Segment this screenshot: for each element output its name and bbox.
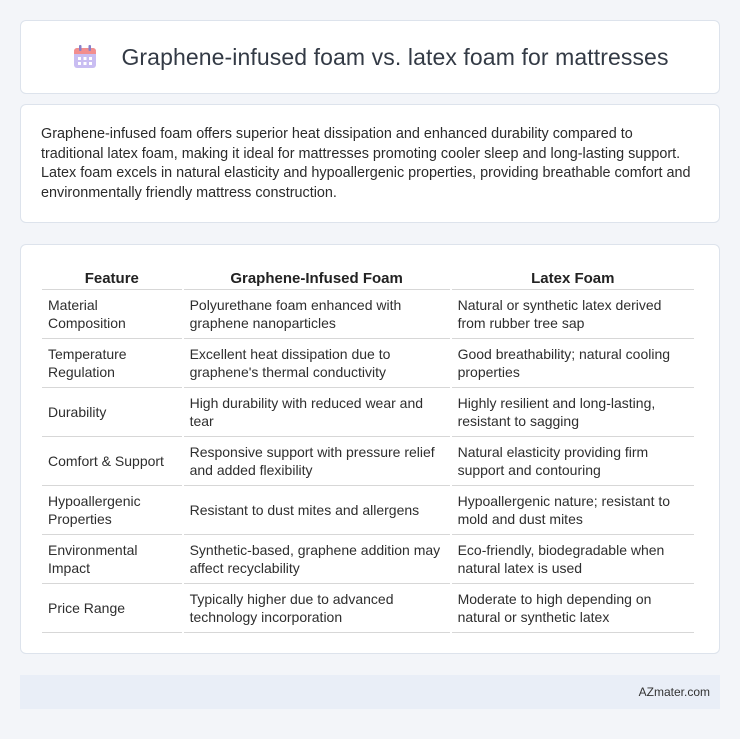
row-feature: Material Composition (42, 290, 182, 339)
page-title: Graphene-infused foam vs. latex foam for mattresses (121, 43, 669, 70)
header-feature: Feature (42, 265, 182, 290)
row-graphene: Typically higher due to advanced technology incorporation (184, 584, 450, 633)
row-feature: Durability (42, 388, 182, 437)
header-latex: Latex Foam (452, 265, 694, 290)
title-card (20, 20, 720, 94)
row-graphene: Synthetic-based, graphene addition may affect recyclability (184, 535, 450, 584)
comparison-table (40, 265, 696, 633)
row-graphene: Resistant to dust mites and allergens (184, 486, 450, 535)
calendar-icon (71, 43, 99, 71)
row-latex: Moderate to high depending on natural or synthetic latex (452, 584, 694, 633)
row-graphene: Polyurethane foam enhanced with graphene nanoparticles (184, 290, 450, 339)
row-feature: Price Range (42, 584, 182, 633)
row-latex: Eco-friendly, biodegradable when natural latex is used (452, 535, 694, 584)
table-row (42, 535, 694, 584)
row-feature: Environmental Impact (42, 535, 182, 584)
table-row (42, 388, 694, 437)
row-latex: Hypoallergenic nature; resistant to mold and dust mites (452, 486, 694, 535)
row-latex: Natural elasticity providing firm support and contouring (452, 437, 694, 486)
row-graphene: High durability with reduced wear and tear (184, 388, 450, 437)
comparison-table-card (20, 244, 720, 654)
row-latex: Natural or synthetic latex derived from rubber tree sap (452, 290, 694, 339)
footer-brand: AZmater.com (638, 685, 710, 699)
table-row (42, 584, 694, 633)
summary-text: Graphene-infused foam offers superior heat dissipation and enhanced durability compared to traditional latex foam, making it ideal for mattresses promoting cooler sleep and long-lasting support. Latex foam excels in natural elasticity and hypoallergenic properties, providing breathable comfort and environmentally friendly mattress construction. (41, 126, 691, 201)
row-latex: Good breathability; natural cooling properties (452, 339, 694, 388)
row-feature: Hypoallergenic Properties (42, 486, 182, 535)
footer (20, 675, 720, 709)
table-row (42, 339, 694, 388)
row-latex: Highly resilient and long-lasting, resistant to sagging (452, 388, 694, 437)
table-row (42, 437, 694, 486)
row-feature: Comfort & Support (42, 437, 182, 486)
table-row (42, 290, 694, 339)
header-graphene: Graphene-Infused Foam (184, 265, 450, 290)
table-row (42, 486, 694, 535)
row-graphene: Responsive support with pressure relief and added flexibility (184, 437, 450, 486)
summary-card (20, 104, 720, 223)
row-feature: Temperature Regulation (42, 339, 182, 388)
row-graphene: Excellent heat dissipation due to graphene's thermal conductivity (184, 339, 450, 388)
table-header-row (42, 265, 694, 290)
